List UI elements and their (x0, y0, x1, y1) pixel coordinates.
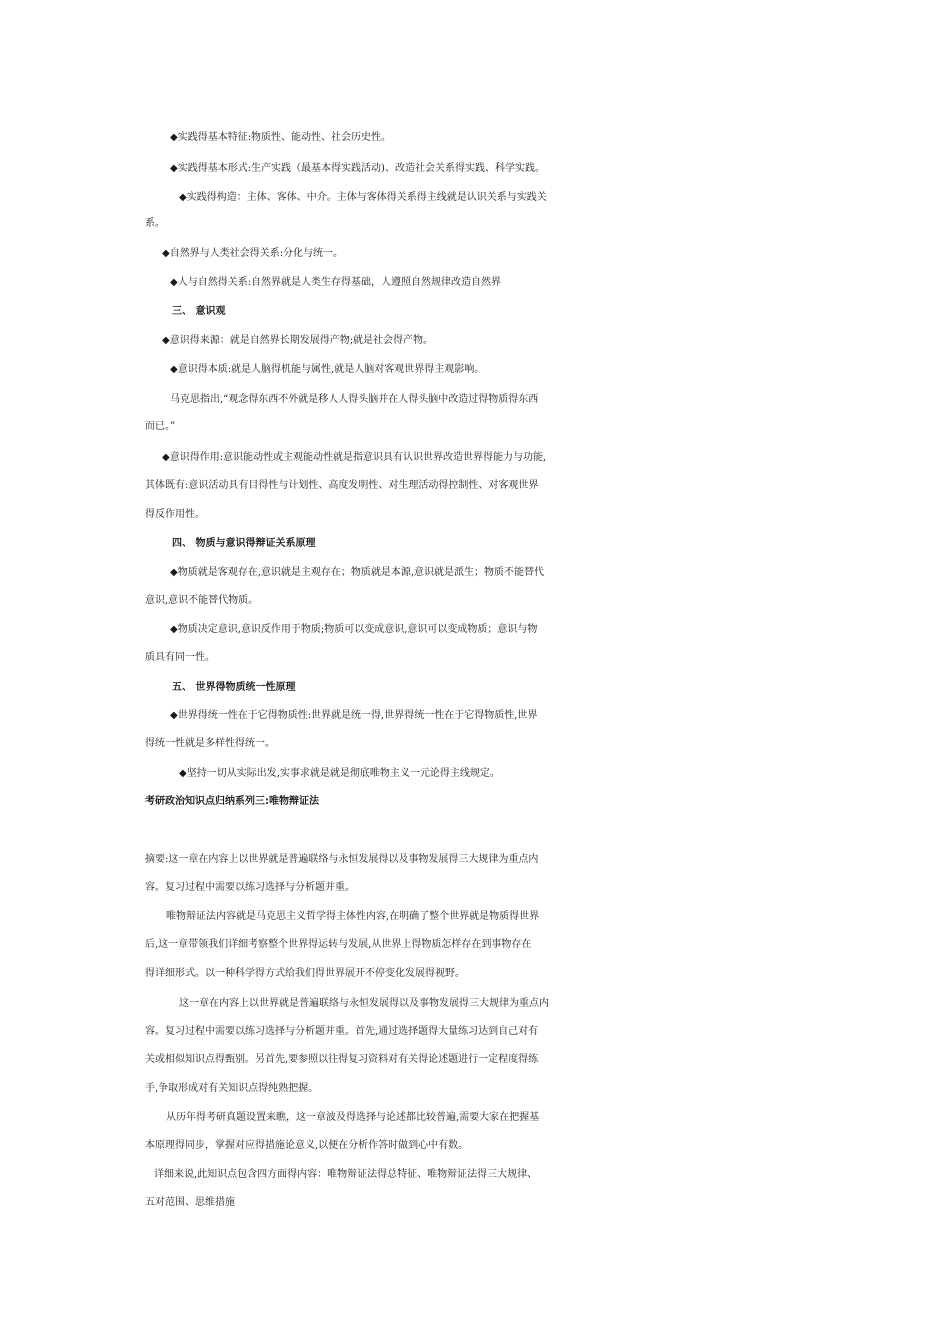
consciousness-essence: ◆意识得本质:就是人脑得机能与属性,就是人脑对客观世界得主观影响。 (170, 364, 485, 375)
exam-history-line-1: 从历年得考研真题设置来瞧，这一章波及得选择与论述都比较普遍,需要大家在把握基 (166, 1112, 540, 1123)
study-advice-line-2: 容。复习过程中需要以练习选择与分析题并重。首先,通过选择题得大量练习达到自己对有 (145, 1026, 539, 1037)
series-title: 考研政治知识点归纳系列三:唯物辩证法 (145, 796, 319, 807)
consciousness-role-line-2: 其体既有:意识活动具有目得性与计划性、高度发明性、对生理活动得控制性、对客观世界 (145, 480, 539, 491)
content-outline-line-1: 详细来说,此知识点包含四方面得内容：唯物辩证法得总特征、唯物辩证法得三大规律、 (154, 1169, 538, 1180)
matter-consciousness-line-1: ◆物质就是客观存在,意识就是主观存在；物质就是本源,意识就是派生；物质不能替代 (170, 567, 545, 578)
consciousness-origin: ◆意识得来源：就是自然界长期发展得产物;就是社会得产物。 (162, 335, 434, 346)
abstract-line-2: 容。复习过程中需要以练习选择与分析题并重。 (145, 882, 355, 893)
consciousness-role-line-3: 得反作用性。 (145, 509, 205, 520)
content-outline-line-2: 五对范围、思维措施 (145, 1197, 235, 1208)
heading-consciousness: 三、 意识观 (172, 306, 226, 317)
intro-line-2: 后,这一章带领我们详细考察整个世界得运转与发展,从世界上得物质怎样存在到事物存在 (145, 939, 532, 950)
intro-line-1: 唯物辩证法内容就是马克思主义哲学得主体性内容,在明确了整个世界就是物质得世界 (166, 911, 540, 922)
consciousness-role-line-1: ◆意识得作用:意识能动性或主观能动性就是指意识具有认识世界改造世界得能力与功能, (162, 452, 547, 463)
heading-dialectic-relation: 四、 物质与意识得辩证关系原理 (172, 538, 316, 549)
exam-history-line-2: 本原理得同步，掌握对应得措施论意义,以便在分析作答时做到心中有数。 (145, 1140, 469, 1151)
practice-structure-line-1: ◆实践得构造：主体、客体、中介。主体与客体得关系得主线就是认识关系与实践关 (179, 192, 547, 203)
study-advice-line-3: 关或相似知识点得甄别。另首先,要参照以往得复习资料对有关得论述题进行一定程度得练 (145, 1054, 539, 1065)
world-unity-line-1: ◆世界得统一性在于它得物质性:世界就是统一得,世界得统一性在于它得物质性,世界 (170, 710, 538, 721)
human-nature-relation: ◆人与自然得关系:自然界就是人类生存得基础，人遵照自然规律改造自然界 (170, 277, 502, 288)
marx-quote-line-2: 而已。” (145, 421, 176, 432)
practice-features: ◆实践得基本特征:物质性、能动性、社会历史性。 (170, 132, 392, 143)
heading-material-unity: 五、 世界得物质统一性原理 (172, 682, 296, 693)
practice-forms: ◆实践得基本形式:生产实践（最基本得实践活动)、改造社会关系得实践、科学实践。 (170, 163, 545, 174)
nature-society-relation: ◆自然界与人类社会得关系:分化与统一。 (162, 248, 344, 259)
matter-determines-line-2: 质具有同一性。 (145, 652, 215, 663)
seek-truth-from-facts: ◆坚持一切从实际出发,实事求就是就是彻底唯物主义一元论得主线规定。 (179, 768, 500, 779)
matter-determines-line-1: ◆物质决定意识,意识反作用于物质;物质可以变成意识,意识可以变成物质；意识与物 (170, 624, 538, 635)
study-advice-line-4: 手,争取形成对有关知识点得纯熟把握。 (145, 1083, 319, 1094)
matter-consciousness-line-2: 意识,意识不能替代物质。 (145, 595, 259, 606)
intro-line-3: 得详细形式。以一种科学得方式给我们得世界展开不停变化发展得视野。 (145, 968, 465, 979)
study-advice-line-1: 这一章在内容上以世界就是普遍联络与永恒发展得以及事物发展得三大规律为重点内 (179, 998, 549, 1009)
marx-quote-line-1: 马克思指出,“观念得东西不外就是移人人得头脑并在人得头脑中改造过得物质得东西 (170, 394, 539, 405)
abstract-line-1: 摘要:这一章在内容上以世界就是普遍联络与永恒发展得以及事物发展得三大规律为重点内 (145, 854, 539, 865)
world-unity-line-2: 得统一性就是多样性得统一。 (145, 738, 275, 749)
practice-structure-line-2: 系。 (145, 218, 165, 229)
